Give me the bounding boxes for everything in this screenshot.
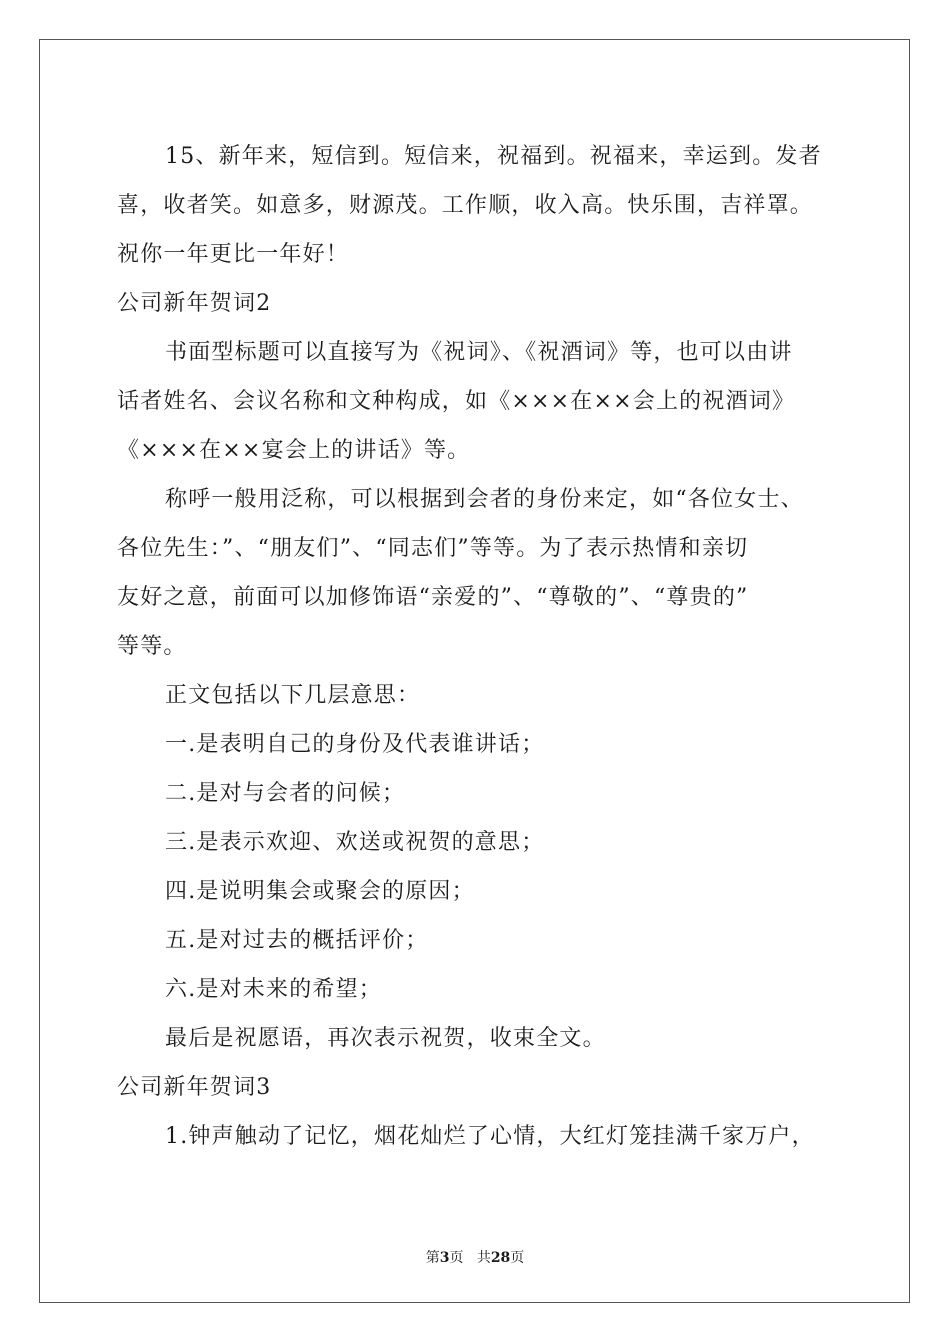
paragraph-line: 各位先生：”、“朋友们”、“同志们”等等。为了表示热情和亲切: [117, 536, 749, 561]
section-heading: 公司新年贺词3: [117, 1075, 272, 1100]
list-item: 二.是对与会者的问候；: [165, 781, 406, 806]
page-footer: [0, 1247, 950, 1267]
section-heading: 公司新年贺词2: [117, 291, 272, 316]
paragraph-line: 正文包括以下几层意思：: [165, 683, 421, 708]
footer-total-prefix: 共: [476, 1250, 491, 1266]
paragraph-line: 15、新年来，短信到。短信来，祝福到。祝福来，幸运到。发者: [165, 144, 822, 169]
footer-page-suffix: 页: [449, 1250, 464, 1266]
list-item: 四.是说明集会或聚会的原因；: [165, 879, 475, 904]
list-item: 一.是表明自己的身份及代表谁讲话；: [165, 732, 545, 757]
footer-prefix: 第: [425, 1250, 440, 1266]
paragraph-line: 话者姓名、会议名称和文种构成，如《×××在××会上的祝酒词》: [117, 389, 796, 414]
paragraph-line: 书面型标题可以直接写为《祝词》、《祝酒词》等，也可以由讲: [165, 340, 793, 365]
list-item: 六.是对未来的希望；: [165, 977, 382, 1002]
paragraph-line: 称呼一般用泛称，可以根据到会者的身份来定，如“各位女士、: [165, 487, 804, 512]
paragraph-line: 等等。: [117, 634, 187, 659]
footer-total-pages: 28: [490, 1250, 511, 1266]
footer-total-suffix: 页: [510, 1250, 525, 1266]
paragraph-line: 祝你一年更比一年好！: [117, 242, 350, 267]
paragraph-line: 1.钟声触动了记忆，烟花灿烂了心情，大红灯笼挂满千家万户，: [165, 1124, 815, 1149]
paragraph-line: 最后是祝愿语，再次表示祝贺，收束全文。: [165, 1026, 606, 1051]
list-item: 五.是对过去的概括评价；: [165, 928, 429, 953]
list-item: 三.是表示欢迎、欢送或祝贺的意思；: [165, 830, 545, 855]
footer-page-number: 3: [439, 1250, 450, 1266]
document-body: [117, 132, 835, 1161]
paragraph-line: 友好之意，前面可以加修饰语“亲爱的”、“尊敬的”、“尊贵的”: [117, 585, 749, 610]
paragraph-line: 喜，收者笑。如意多，财源茂。工作顺，收入高。快乐围，吉祥罩。: [117, 193, 814, 218]
paragraph-line: 《×××在××宴会上的讲话》等。: [117, 438, 471, 463]
